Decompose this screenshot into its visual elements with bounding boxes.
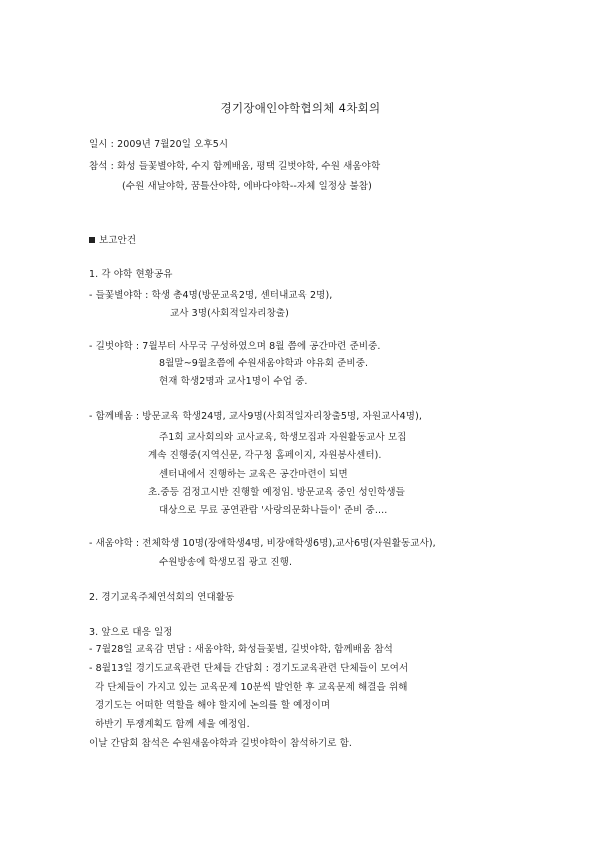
section3-line: 경기도는 어떠한 역할을 해야 할지에 논의를 할 예정이며 <box>95 700 331 711</box>
section1-line: - 새움야학 : 전체학생 10명(장애학생4명, 비장애학생6명),교사6명(자원활동교사), <box>89 538 436 549</box>
section3-line: 이날 간담회 참석은 수원새움야학과 길벗야학이 참석하기로 함. <box>89 738 353 749</box>
section2-heading: 2. 경기교육주체연석회의 연대활동 <box>89 592 235 603</box>
document-title: 경기장애인야학협의체 4차회의 <box>220 101 381 115</box>
section3-line: - 8월13일 경기도교육관련 단체들 간담회 : 경기도교육관련 단체들이 모여서 <box>89 663 409 674</box>
report-section-label: 보고안건 <box>99 235 137 246</box>
section1-heading: 1. 각 야학 현황공유 <box>89 269 173 280</box>
section3-heading: 3. 앞으로 대응 일정 <box>89 627 173 638</box>
section3-line: 각 단체들이 가지고 있는 교육문제 10분씩 발언한 후 교육문제 해결을 위해 <box>95 682 408 693</box>
section1-line: 수원방송에 학생모집 광고 진행. <box>159 557 293 568</box>
square-bullet-icon <box>89 237 95 243</box>
section3-line: - 7월28일 교육감 면담 : 새움야학, 화성들꽃별, 길벗야학, 함께배움 참석 <box>89 644 393 655</box>
meeting-date: 일시 : 2009년 7월20일 오후5시 <box>89 139 229 150</box>
section1-line: 8월말~9월초쯤에 수원새움야학과 야유회 준비중. <box>159 358 369 369</box>
meeting-absent: (수원 새날야학, 꿈틀산야학, 에바다야학--자체 일정상 불참) <box>122 181 372 192</box>
report-section-header <box>89 234 136 247</box>
section1-line: 대상으로 무료 공연관람 '사랑의문화나들이' 준비 중.... <box>159 505 388 516</box>
section1-line: 초.중등 검정고시반 진행할 예정임. 방문교육 중인 성인학생들 <box>148 487 405 498</box>
section1-line: 주1회 교사회의와 교사교육, 학생모집과 자원활동교사 모집 <box>159 432 407 443</box>
section1-line: 센터내에서 진행하는 교육은 공간마련이 되면 <box>159 469 348 480</box>
section1-line: 계속 진행중(지역신문, 각구청 홈페이지, 자원봉사센터). <box>148 450 382 461</box>
section1-line: 현재 학생2명과 교사1명이 수업 중. <box>159 376 308 387</box>
section1-line: 교사 3명(사회적일자리창출) <box>170 308 289 319</box>
section3-line: 하반기 투쟁계획도 함께 세울 예정임. <box>95 719 250 730</box>
meeting-attendees: 참석 : 화성 들꽃별야학, 수지 함께배움, 평택 길벗야학, 수원 새움야학 <box>89 161 381 172</box>
section1-line: - 들꽃별야학 : 학생 총4명(방문교육2명, 센터내교육 2명), <box>89 290 333 301</box>
section1-line: - 길벗야학 : 7월부터 사무국 구성하였으며 8월 쯤에 공간마련 준비중. <box>89 341 381 352</box>
section1-line: - 함께배움 : 방문교육 학생24명, 교사9명(사회적일자리창출5명, 자원교사4명), <box>89 411 422 422</box>
